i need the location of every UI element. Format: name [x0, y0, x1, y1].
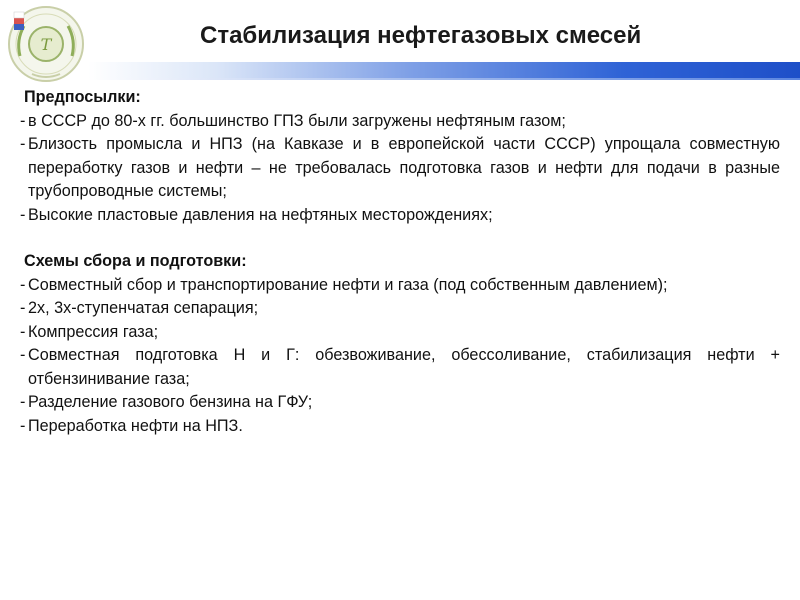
list-item: - 2х, 3х-ступенчатая сепарация; — [20, 299, 259, 317]
list-item: - Совместная подготовка Н и Г: обезвоживание, обессоливание, стабилизация нефти + отбензинивание газа; — [20, 346, 780, 388]
slide-content — [20, 86, 780, 438]
slide-title: Стабилизация нефтегазовых смесей — [200, 22, 642, 49]
svg-text:T: T — [40, 35, 52, 54]
header-band-edge — [88, 78, 800, 80]
university-emblem-icon — [6, 4, 86, 84]
list-item: - Переработка нефти на НПЗ. — [20, 416, 243, 435]
list-item: - Высокие пластовые давления на нефтяных месторождениях; — [20, 205, 493, 224]
list-item: - Разделение газового бензина на ГФУ; — [20, 393, 313, 411]
list-item: - в СССР до 80-х гг. большинство ГПЗ были загружены нефтяным газом; — [20, 111, 566, 130]
list-item: - Близость промысла и НПЗ (на Кавказе и в европейской части СССР) упрощала совместную переработку газов и нефти – не требовалась подготовка газов и нефти для подачи в разные трубопроводные системы; — [20, 135, 780, 200]
header-band — [88, 62, 800, 78]
section-heading-schemes: Схемы сбора и подготовки: — [24, 252, 247, 270]
list-item: - Совместный сбор и транспортирование нефти и газа (под собственным давлением); — [20, 275, 668, 294]
list-item: - Компрессия газа; — [20, 322, 159, 341]
section-heading-prerequisites: Предпосылки: — [24, 88, 141, 106]
